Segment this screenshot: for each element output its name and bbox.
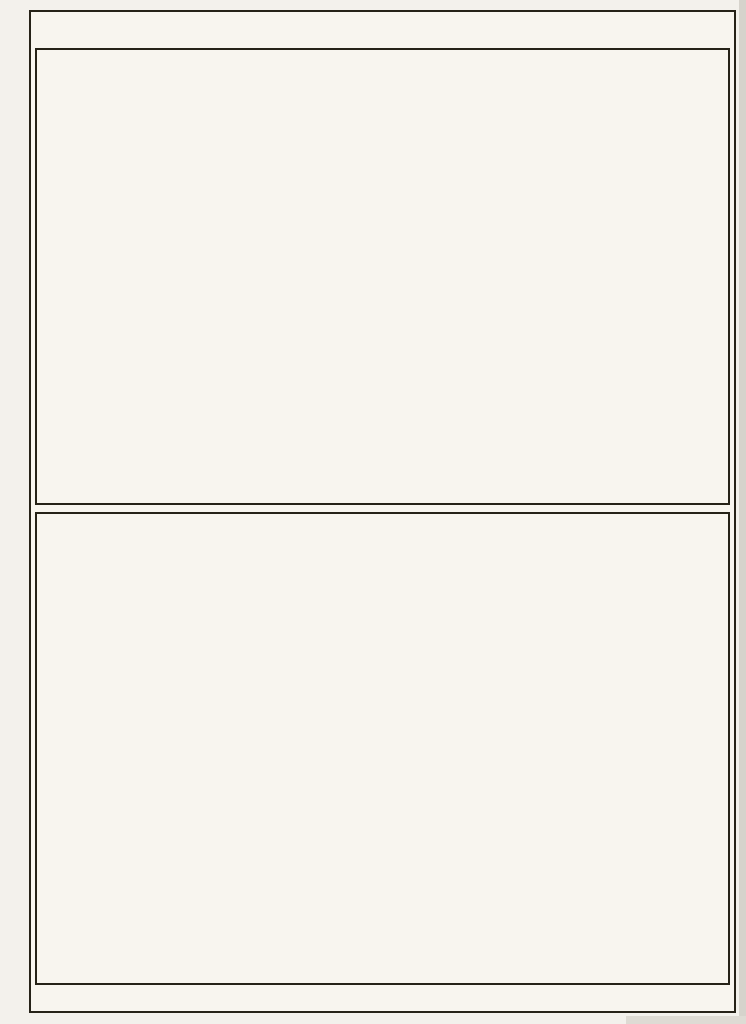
roster-table-bottom	[35, 512, 730, 985]
scan-edge-shadow-bottom	[626, 1016, 746, 1024]
scan-edge-shadow-right	[739, 0, 746, 1024]
page-frame	[29, 10, 736, 1013]
roster-table-top	[35, 48, 730, 505]
